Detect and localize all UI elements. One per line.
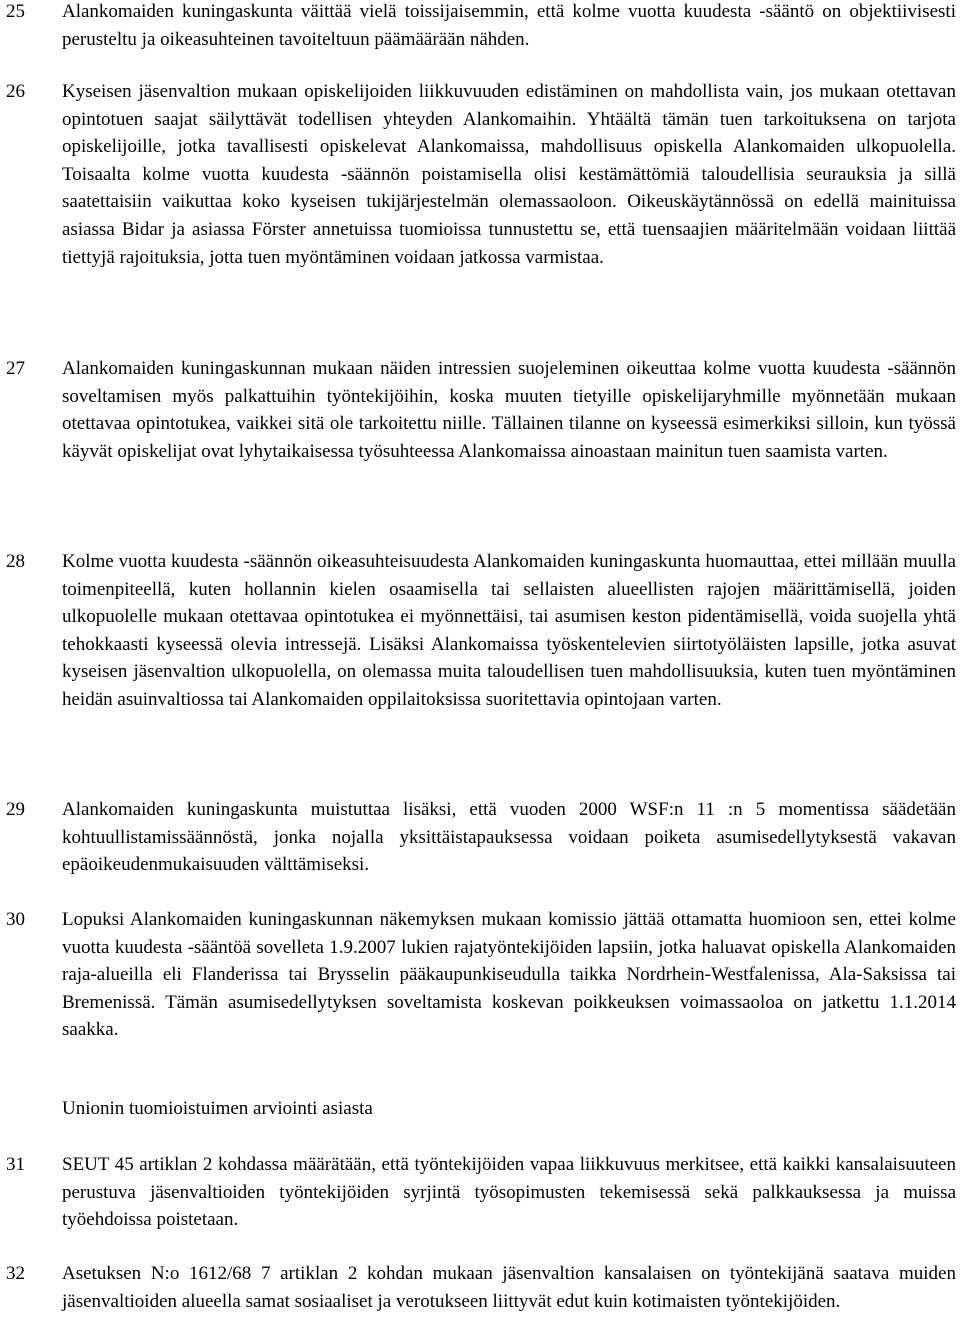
paragraph-text: Kyseisen jäsenvaltion mukaan opiskelijoiden liikkuvuuden edistäminen on mahdollista vain, jos mukaan otettavan opintotuen saajat säilyttävät todellisen yhteyden Alankomaihin. Yhtäältä tämän tuen tarkoituksena on tarjota opiskelijoille, jotka tavallisesti opiskelevat Alankomaissa, mahdollisuus opiskella Alankomaiden ulkopuolella. Toisaalta kolme vuotta kuudesta -säännön poistamisella olisi kestämättömiä taloudellisia seurauksia ja sillä saatettaisiin vaikuttaa koko kyseisen tukijärjestelmän olemassaoloon. Oikeuskäytännössä on edellä mainituissa asiassa Bidar ja asiassa Förster annetuissa tuomioissa tunnustettu se, että tuensaajien määritelmään voidaan liittää tiettyjä rajoituksia, jotta tuen myöntäminen voidaan jatkossa varmistaa. [62, 81, 956, 268]
paragraph-text: Alankomaiden kuningaskunta väittää vielä toissijaisemmin, että kolme vuotta kuudesta -sääntö on objektiivisesti perusteltu ja oikeasuhteinen tavoiteltuun päämäärään nähden. [62, 1, 956, 50]
paragraph-number: 28 [6, 551, 25, 572]
paragraph-number: 29 [6, 799, 25, 820]
paragraph-text: SEUT 45 artiklan 2 kohdassa määrätään, että työntekijöiden vapaa liikkuvuus merkitsee, että kaikki kansalaisuuteen perustuva jäsenvaltioiden työntekijöiden syrjintä työsopimusten tekemisessä sekä palkkauksessa ja muissa työehdoissa poistetaan. [62, 1154, 956, 1231]
paragraph-number: 30 [6, 909, 25, 930]
paragraph-text: Lopuksi Alankomaiden kuningaskunnan näkemyksen mukaan komissio jättää ottamatta huomioon sen, ettei kolme vuotta kuudesta -sääntöä sovelleta 1.9.2007 lukien rajatyöntekijöiden lapsiin, jotka haluavat opiskella Alankomaiden raja-alueilla eli Flanderissa tai Brysselin pääkaupunkiseudulla taikka Nordrhein-Westfalenissa, Ala-Saksissa tai Bremenissä. Tämän asumisedellytyksen soveltamista koskevan poikkeuksen voimassaoloa on jatkettu 1.1.2014 saakka. [62, 909, 956, 1041]
paragraph-text: Asetuksen N:o 1612/68 7 artiklan 2 kohdan mukaan jäsenvaltion kansalaisen on työntekijänä saatava muiden jäsenvaltioiden alueella samat sosiaaliset ja verotukseen liittyvät edut kuin kotimaisten työntekijöiden. [62, 1263, 956, 1312]
paragraph-text: Kolme vuotta kuudesta -säännön oikeasuhteisuudesta Alankomaiden kuningaskunta huomauttaa, ettei millään muulla toimenpiteellä, kuten hollannin kielen osaamisella tai sellaisten alueellisten rajojen määrittämisellä, joiden ulkopuolelle mukaan otettavaa opintotukea ei myönnettäisi, tai asumisen keston pidentämisellä, voida suojella yhtä tehokkaasti kyseessä olevia intressejä. Lisäksi Alankomaissa työskentelevien siirtotyöläisten lapsille, jotka asuvat kyseisen jäsenvaltion ulkopuolella, on olemassa muita taloudellisen tuen mahdollisuuksia, kuten tuen myöntäminen heidän asuinvaltiossa tai Alankomaiden oppilaitoksissa suoritettavia opintojaan varten. [62, 551, 956, 710]
paragraph-number: 25 [6, 1, 25, 22]
paragraph-number: 26 [6, 81, 25, 102]
paragraph-number: 32 [6, 1263, 25, 1284]
paragraph-text: Alankomaiden kuningaskunta muistuttaa lisäksi, että vuoden 2000 WSF:n 11 :n 5 momentissa säädetään kohtuullistamissäännöstä, jonka nojalla yksittäistapauksessa voidaan poiketa asumisedellytyksestä vakavan epäoikeudenmukaisuuden välttämiseksi. [62, 799, 956, 876]
paragraph-number: 27 [6, 358, 25, 379]
section-heading: Unionin tuomioistuimen arviointi asiasta [62, 1098, 373, 1119]
paragraph-number: 31 [6, 1154, 25, 1175]
paragraph-text: Alankomaiden kuningaskunnan mukaan näiden intressien suojeleminen oikeuttaa kolme vuotta kuudesta -säännön soveltamisen myös palkattuihin työntekijöihin, koska muuten tietyille opiskelijaryhmille myönnetään mukaan otettavaa opintotukea, vaikkei sitä ole tarkoitettu niille. Tällainen tilanne on kyseessä esimerkiksi silloin, kun työssä käyvät opiskelijat ovat lyhytaikaisessa työsuhteessa Alankomaissa ainoastaan mainitun tuen saamista varten. [62, 358, 956, 462]
